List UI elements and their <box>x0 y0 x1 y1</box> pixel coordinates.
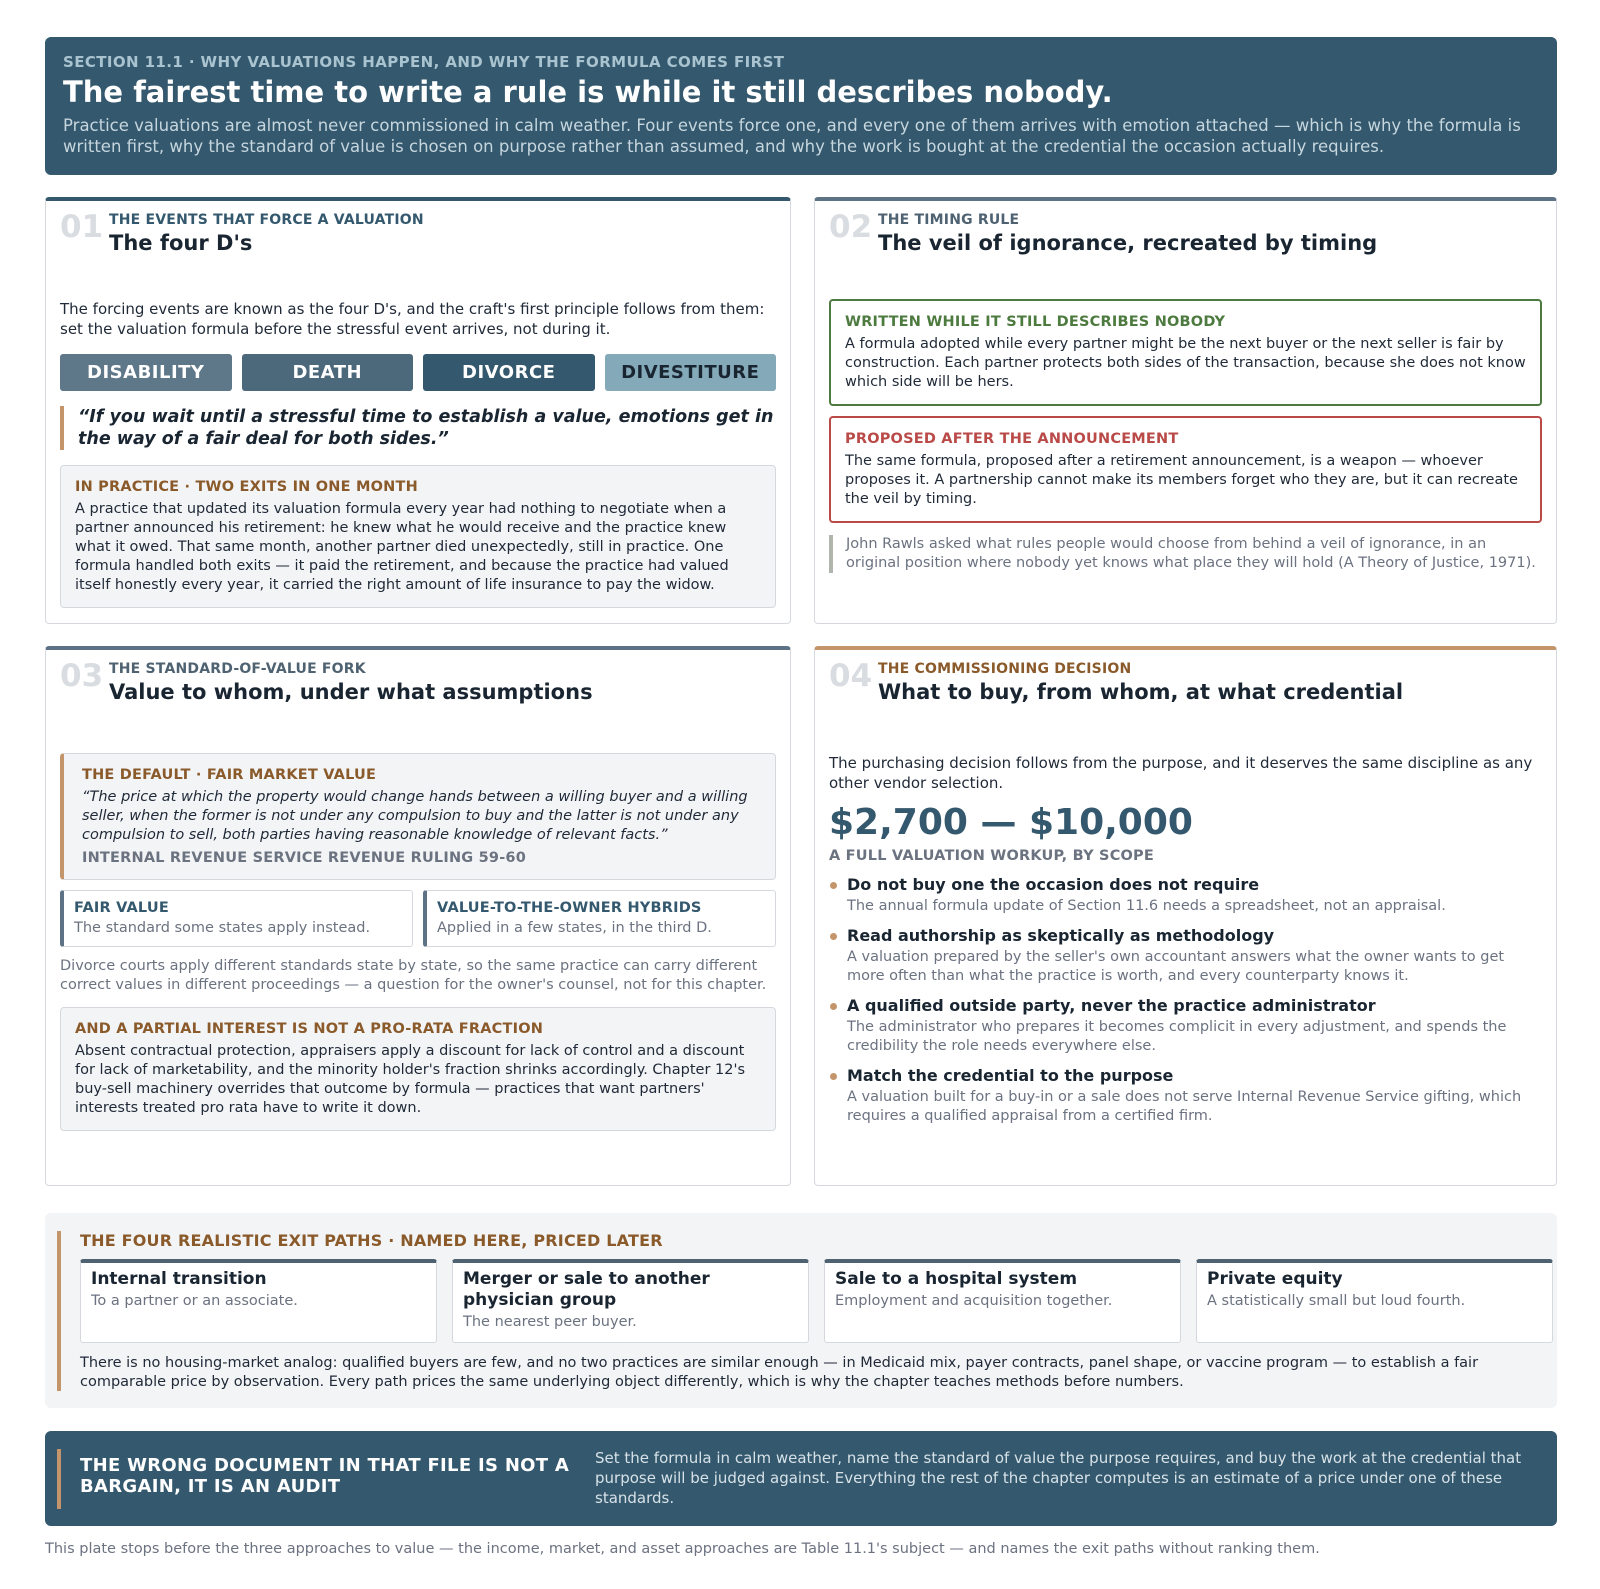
accent-bar <box>57 1449 61 1509</box>
card-standard-of-value <box>45 646 791 1186</box>
closing-headline: THE WRONG DOCUMENT IN THAT FILE IS NOT A BARGAIN, IT IS AN AUDIT <box>80 1455 570 1497</box>
fair-value-box <box>60 890 413 947</box>
price-caption: A FULL VALUATION WORKUP, BY SCOPE <box>829 848 1154 864</box>
section-eyebrow: SECTION 11.1 · WHY VALUATIONS HAPPEN, AND WHY THE FORMULA COMES FIRST <box>63 53 785 71</box>
closing-banner <box>45 1431 1557 1526</box>
announcement-box <box>829 416 1542 523</box>
fmv-label: THE DEFAULT · FAIR MARKET VALUE <box>82 767 377 783</box>
hybrids-body: Applied in a few states, in the third D. <box>437 920 712 936</box>
in-practice-box <box>60 465 776 608</box>
exit-desc: A statistically small but loud fourth. <box>1207 1293 1466 1309</box>
bullet-desc: A valuation built for a buy-in or a sale does not serve Internal Revenue Service gifting, which requires a qualified appraisal from a certified firm. <box>847 1089 1522 1124</box>
four-ds-pills <box>60 354 776 391</box>
card-kicker: THE STANDARD-OF-VALUE FORK <box>109 661 366 677</box>
card-body: The purchasing decision follows from the purpose, and it deserves the same discipline as any other vendor selection. <box>829 754 1533 792</box>
in-practice-body: A practice that updated its valuation formula every year had nothing to negotiate when a partner announced his retirement: he knew what he would receive and the practice knew what it owed. That same month, another partner died unexpectedly, still in practice. One formula handled both exits — it paid the retirement, and because the practice had valued itself honestly every year, it carried the right amount of life insurance to pay the widow. <box>75 501 729 593</box>
bullet-desc: The annual formula update of Section 11.6 needs a spreadsheet, not an appraisal. <box>847 898 1446 914</box>
exit-card-merger <box>452 1259 809 1343</box>
pill-divorce: DIVORCE <box>423 354 595 391</box>
fmv-source: INTERNAL REVENUE SERVICE REVENUE RULING 59-60 <box>82 850 527 866</box>
bullet-desc: The administrator who prepares it becomes complicit in every adjustment, and spends the credibility the role needs everywhere else. <box>847 1019 1507 1054</box>
exit-paths-panel <box>45 1213 1557 1408</box>
card-number: 04 <box>829 658 873 694</box>
section-header <box>45 37 1557 175</box>
price-range: $2,700 — $10,000 <box>829 802 1193 843</box>
exit-desc: The nearest peer buyer. <box>463 1314 637 1330</box>
exit-desc: Employment and acquisition together. <box>835 1293 1113 1309</box>
exit-desc: To a partner or an associate. <box>91 1293 298 1309</box>
bullet-desc: A valuation prepared by the seller's own accountant answers what the owner wants to get more often than what the practice is worth, and every counterparty knows it. <box>847 949 1505 984</box>
bullet-dot-icon <box>830 1073 837 1080</box>
exit-card-internal <box>80 1259 437 1343</box>
card-kicker: THE EVENTS THAT FORCE A VALUATION <box>109 212 424 228</box>
nobody-label: WRITTEN WHILE IT STILL DESCRIBES NOBODY <box>845 314 1226 330</box>
closing-body: Set the formula in calm weather, name the standard of value the purpose requires, and buy the work at the credential that purpose will be judged against. Everything the rest of the chapter computes is an estimate of a price under one of these standards. <box>595 1449 1522 1507</box>
exit-card-private-equity <box>1196 1259 1553 1343</box>
plate-note: This plate stops before the three approaches to value — the income, market, and asset approaches are Table 11.1's subject — and names the exit paths without ranking them. <box>45 1541 1320 1557</box>
pull-quote: “If you wait until a stressful time to establish a value, emotions get in the way of a fair deal for both sides.” <box>60 406 776 450</box>
hybrids-box <box>423 890 776 947</box>
bullet-head: A qualified outside party, never the practice administrator <box>847 996 1376 1015</box>
pill-death: DEATH <box>242 354 414 391</box>
fair-market-value-box <box>60 753 776 880</box>
card-title: The four D's <box>109 231 253 255</box>
card-body: The forcing events are known as the four D's, and the craft's first principle follows from them: set the valuation formula before the stressful event arrives, not during it. <box>60 300 765 338</box>
card-kicker: THE TIMING RULE <box>878 212 1020 228</box>
section-intro: Practice valuations are almost never commissioned in calm weather. Four events force one, and every one of them arrives with emotion attached — which is why the formula is written first, why the standard of value is chosen on purpose rather than assumed, and why the work is bought at the credential the occasion actually requires. <box>63 116 1521 156</box>
fair-value-body: The standard some states apply instead. <box>74 920 371 936</box>
exit-paths-note: There is no housing-market analog: qualified buyers are few, and no two practices are similar enough — in Medicaid mix, payer contracts, panel shape, or vaccine program — to establish a fair comparable price by observation. Every path prices the same underlying object differently, which is why the chapter teaches methods before numbers. <box>80 1355 1479 1390</box>
bullet-head: Read authorship as skeptically as methodology <box>847 926 1275 945</box>
partial-interest-label: AND A PARTIAL INTEREST IS NOT A PRO-RATA FRACTION <box>75 1021 544 1037</box>
partial-interest-box <box>60 1007 776 1131</box>
exit-title: Sale to a hospital system <box>835 1269 1078 1289</box>
nobody-box <box>829 299 1542 406</box>
bullet-item <box>829 875 1542 916</box>
bullet-head: Match the credential to the purpose <box>847 1066 1174 1085</box>
bullet-item <box>829 996 1542 1056</box>
bullet-head: Do not buy one the occasion does not require <box>847 875 1260 894</box>
page-title: The fairest time to write a rule is while it still describes nobody. <box>63 75 1113 109</box>
exit-title: Private equity <box>1207 1269 1343 1289</box>
card-four-ds <box>45 197 791 624</box>
fair-value-label: FAIR VALUE <box>74 900 169 916</box>
divorce-note: Divorce courts apply different standards state by state, so the same practice can carry different correct values in different proceedings — a question for the owner's counsel, not for this chapter. <box>60 958 767 993</box>
hybrids-label: VALUE-TO-THE-OWNER HYBRIDS <box>437 900 702 916</box>
pill-divestiture: DIVESTITURE <box>605 354 777 391</box>
rawls-aside: John Rawls asked what rules people would choose from behind a veil of ignorance, in an original position where nobody yet knows what place they will hold (A Theory of Justice, 1971). <box>829 535 1542 573</box>
bullet-item <box>829 926 1542 986</box>
card-kicker: THE COMMISSIONING DECISION <box>878 661 1132 677</box>
card-number: 02 <box>829 209 873 245</box>
partial-interest-body: Absent contractual protection, appraisers apply a discount for lack of control and a discount for lack of marketability, and the minority holder's fraction shrinks accordingly. Chapter 12's buy-sell machinery overrides that outcome by formula — practices that want partners' interests treated pro rata have to write it down. <box>75 1043 746 1116</box>
alt-standards <box>60 890 776 947</box>
exit-card-hospital <box>824 1259 1181 1343</box>
pill-disability: DISABILITY <box>60 354 232 391</box>
bullet-item <box>829 1066 1542 1126</box>
exit-paths-label: THE FOUR REALISTIC EXIT PATHS · NAMED HERE, PRICED LATER <box>80 1231 663 1250</box>
fmv-quote: “The price at which the property would change hands between a willing buyer and a willing seller, when the former is not under any compulsion to buy and the latter is not under any compulsion to sell, both parties having reasonable knowledge of relevant facts.” <box>82 789 748 843</box>
exit-title: Merger or sale to another physician group <box>463 1269 710 1310</box>
card-commissioning <box>814 646 1557 1186</box>
accent-bar <box>57 1231 61 1391</box>
bullet-dot-icon <box>830 882 837 889</box>
announcement-body: The same formula, proposed after a retirement announcement, is a weapon — whoever proposes it. A partnership cannot make its members forget who they are, but it can recreate the veil by timing. <box>845 453 1518 507</box>
in-practice-label: IN PRACTICE · TWO EXITS IN ONE MONTH <box>75 479 418 495</box>
exit-title: Internal transition <box>91 1269 267 1289</box>
nobody-body: A formula adopted while every partner might be the next buyer or the next seller is fair by construction. Each partner protects both sides of the transaction, because she does not know which side will be hers. <box>845 336 1526 390</box>
bullet-dot-icon <box>830 1003 837 1010</box>
announcement-label: PROPOSED AFTER THE ANNOUNCEMENT <box>845 431 1179 447</box>
card-title: The veil of ignorance, recreated by timing <box>878 231 1378 255</box>
commissioning-bullets <box>829 875 1542 1126</box>
card-number: 01 <box>60 209 104 245</box>
card-title: What to buy, from whom, at what credential <box>878 680 1404 704</box>
card-title: Value to whom, under what assumptions <box>109 680 593 704</box>
card-timing-rule <box>814 197 1557 624</box>
card-number: 03 <box>60 658 104 694</box>
bullet-dot-icon <box>830 933 837 940</box>
